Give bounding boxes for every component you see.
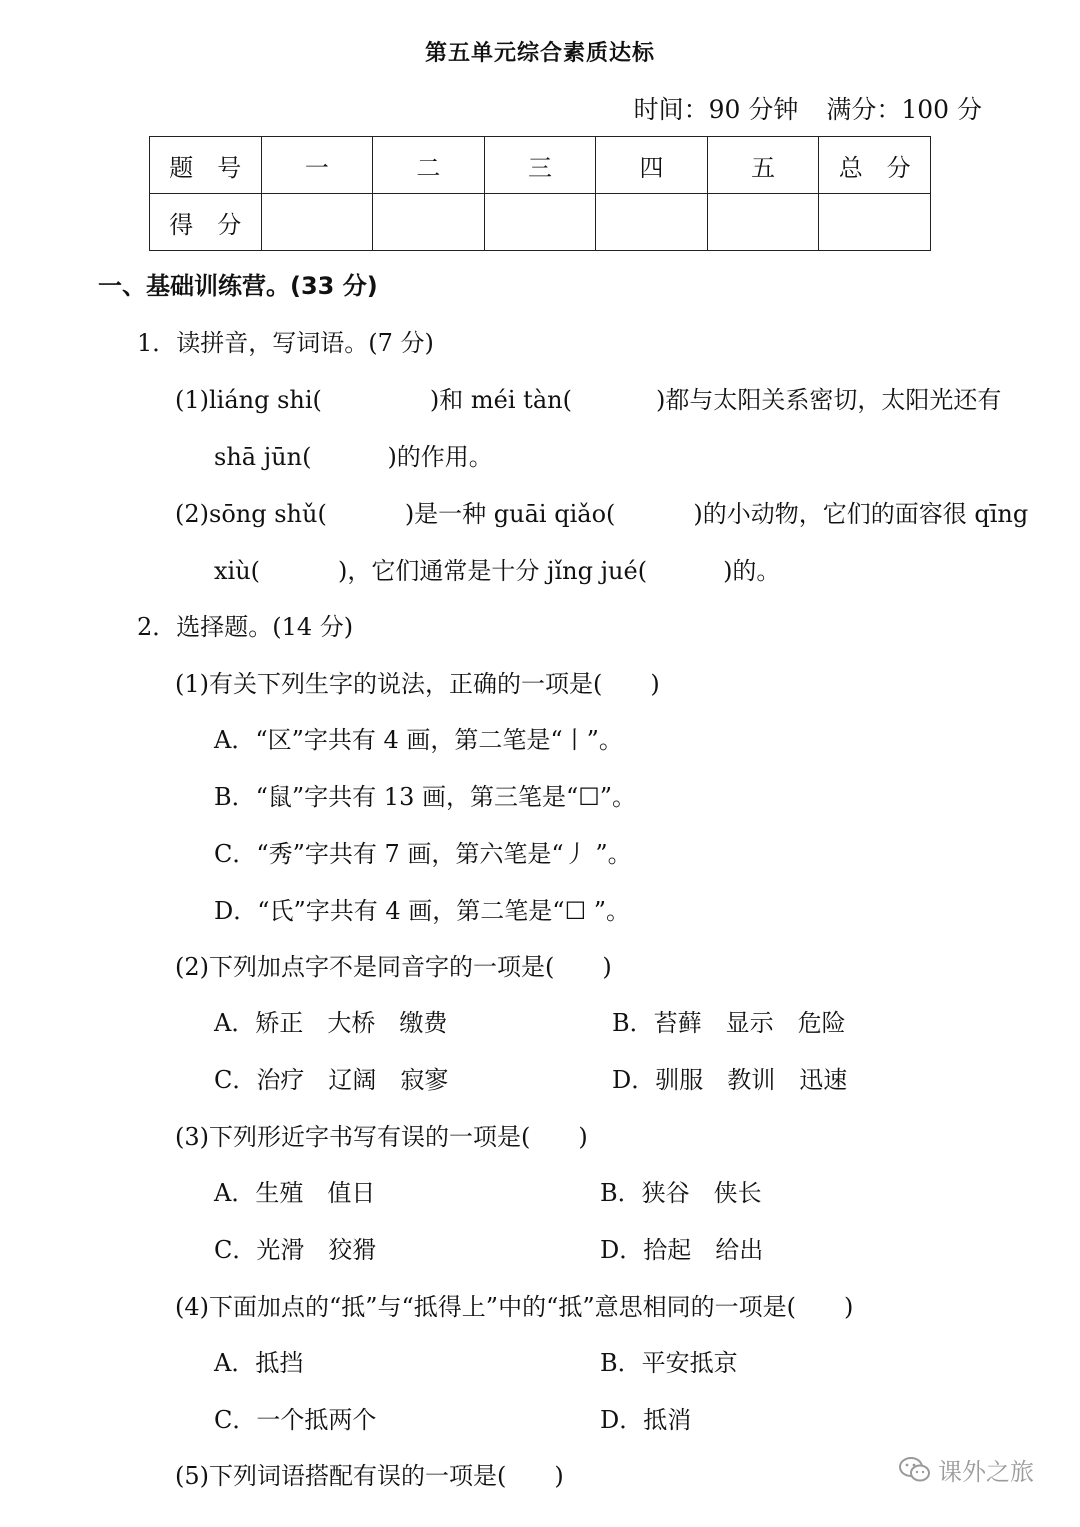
wechat-icon <box>898 1456 932 1484</box>
score-table-header-row <box>150 137 931 194</box>
q1-p1-text-a: (1)liáng shi( <box>175 386 322 414</box>
watermark <box>898 1452 1034 1487</box>
q1-p1-text-d: shā jūn( <box>214 443 312 471</box>
score-cell-5[interactable] <box>707 194 819 251</box>
q2-2-option-a[interactable]: A．矫正 大桥 缴费 <box>214 1009 448 1037</box>
q2-2-option-b[interactable]: B．苔藓 显示 危险 <box>612 1009 846 1037</box>
q2-3-option-d[interactable]: D．拾起 给出 <box>600 1236 764 1264</box>
q2-1-option-c[interactable]: C．“秀”字共有 7 画，第六笔是“丿 ”。 <box>214 840 632 868</box>
q2-1-stem: (1)有关下列生字的说法，正确的一项是( ) <box>175 670 660 698</box>
score-cell-2[interactable] <box>373 194 485 251</box>
score-cell-3[interactable] <box>484 194 596 251</box>
q2-5-stem: (5)下列词语搭配有误的一项是( ) <box>175 1462 564 1490</box>
exam-time: 时间：90 分钟 <box>633 95 799 124</box>
q2-4-option-b[interactable]: B．平安抵京 <box>600 1349 738 1377</box>
q1-p2-text-b: )是一种 guāi qiǎo( <box>404 500 616 528</box>
q2-1-option-d[interactable]: D．“氏”字共有 4 画，第二笔是“☐ ”。 <box>214 897 630 925</box>
score-table-header-4: 四 <box>596 137 708 194</box>
page-title: 第五单元综合素质达标 <box>424 40 655 66</box>
q2-4-option-d[interactable]: D．抵消 <box>600 1406 692 1434</box>
q2-4-option-c[interactable]: C．一个抵两个 <box>214 1406 377 1434</box>
score-table-header-1: 一 <box>261 137 373 194</box>
q2-title: 2．选择题。(14 分) <box>137 613 354 641</box>
exam-full-score: 满分：100 分 <box>826 95 982 124</box>
q1-part1-line2 <box>214 437 493 472</box>
section-1-heading: 一、基础训练营。(33 分) <box>98 272 378 300</box>
exam-meta <box>634 90 982 126</box>
q1-part2-line2 <box>214 551 780 586</box>
q2-1-option-a[interactable]: A．“区”字共有 4 画，第二笔是“丨”。 <box>214 726 623 754</box>
q2-2-stem: (2)下列加点字不是同音字的一项是( ) <box>175 953 612 981</box>
score-table <box>149 136 931 251</box>
score-table-score-row <box>150 194 931 251</box>
score-cell-4[interactable] <box>596 194 708 251</box>
score-cell-total[interactable] <box>819 194 931 251</box>
score-cell-1[interactable] <box>261 194 373 251</box>
q2-3-option-a[interactable]: A．生殖 值日 <box>214 1179 376 1207</box>
q1-part2-line1 <box>175 494 1028 529</box>
q2-4-stem: (4)下面加点的“抵”与“抵得上”中的“抵”意思相同的一项是( ) <box>175 1293 854 1321</box>
q1-p1-text-b: )和 méi tàn( <box>429 386 572 414</box>
q1-p2-text-a: (2)sōng shǔ( <box>175 500 327 528</box>
q1-p2-text-e: )，它们通常是十分 jǐng jué( <box>338 557 648 585</box>
score-table-header-label: 题 号 <box>150 137 262 194</box>
q1-part1-line1 <box>175 380 1001 415</box>
score-table-score-label: 得 分 <box>150 194 262 251</box>
score-table-header-5: 五 <box>707 137 819 194</box>
q1-p2-text-f: )的。 <box>723 557 781 585</box>
q1-title: 1．读拼音，写词语。(7 分) <box>137 329 434 357</box>
q1-p2-text-d: xiù( <box>214 557 261 585</box>
score-table-header-2: 二 <box>373 137 485 194</box>
q1-p2-text-c: )的小动物，它们的面容很 qīng <box>693 500 1029 528</box>
q2-2-option-d[interactable]: D．驯服 教训 迅速 <box>612 1066 848 1094</box>
watermark-text: 课外之旅 <box>938 1458 1034 1486</box>
q2-4-option-a[interactable]: A．抵挡 <box>214 1349 304 1377</box>
q1-p1-text-e: )的作用。 <box>387 443 493 471</box>
q2-3-stem: (3)下列形近字书写有误的一项是( ) <box>175 1123 588 1151</box>
score-table-header-total: 总 分 <box>819 137 931 194</box>
q1-p1-text-c: )都与太阳关系密切，太阳光还有 <box>655 386 1002 414</box>
q2-3-option-c[interactable]: C．光滑 狡猾 <box>214 1236 377 1264</box>
q2-3-option-b[interactable]: B．狭谷 侠长 <box>600 1179 762 1207</box>
q2-1-option-b[interactable]: B．“鼠”字共有 13 画，第三笔是“☐”。 <box>214 783 637 811</box>
score-table-header-3: 三 <box>484 137 596 194</box>
q2-2-option-c[interactable]: C．治疗 辽阔 寂寥 <box>214 1066 449 1094</box>
